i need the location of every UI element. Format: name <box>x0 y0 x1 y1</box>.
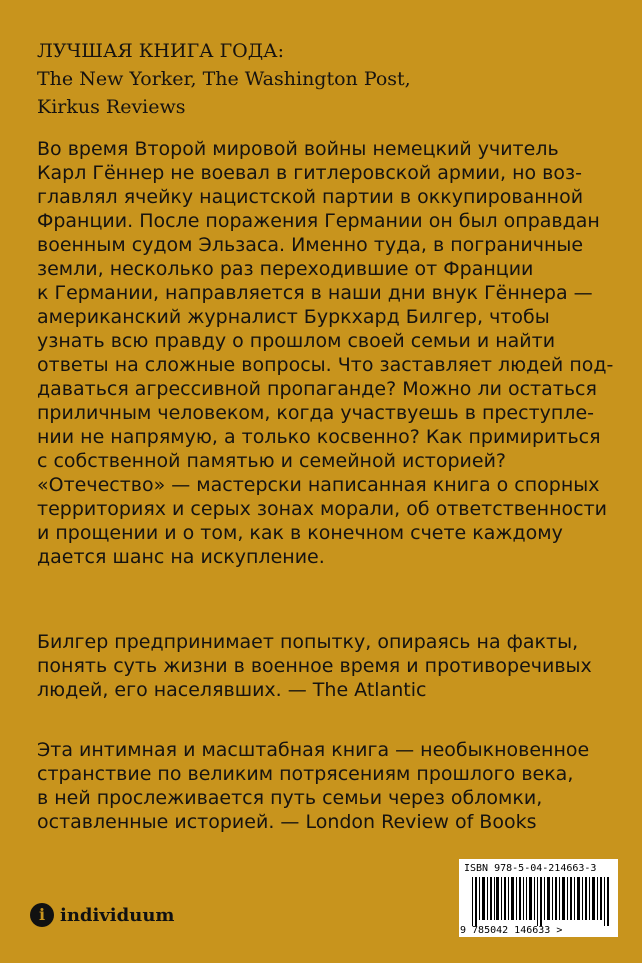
award-publications-line: Kirkus Reviews <box>37 96 186 118</box>
quote-line: людей, его населявших. — The Atlantic <box>37 679 427 701</box>
description-line: к Германии, направляется в наши дни внук Гённера — <box>37 282 593 304</box>
quote-line: странствие по великим потрясениям прошлого века, <box>37 763 574 785</box>
description-line: Во время Второй мировой войны немецкий учитель <box>37 138 559 160</box>
quote-line: в ней прослеживается путь семьи через обломки, <box>37 787 543 809</box>
description-line: и прощении и о том, как в конечном счете каждому <box>37 522 563 544</box>
publisher-logo <box>30 903 174 927</box>
review-quote-london-review <box>37 738 602 834</box>
award-publications-line: The New Yorker, The Washington Post, <box>37 68 411 90</box>
book-description <box>37 137 614 569</box>
description-line: территориях и серых зонах морали, об ответственности <box>37 498 607 520</box>
description-line: приличным человеком, когда участвуешь в преступле- <box>37 402 594 424</box>
quote-line: понять суть жизни в военное время и противоречивых <box>37 655 592 677</box>
description-line: «Отечество» — мастерски написанная книга о спорных <box>37 474 600 496</box>
description-line: американский журналист Буркхард Билгер, чтобы <box>37 306 550 328</box>
award-block <box>37 37 557 121</box>
quote-line: Эта интимная и масштабная книга — необыкновенное <box>37 739 590 761</box>
info-circle-icon: i <box>30 903 54 927</box>
description-line: дается шанс на искупление. <box>37 546 325 568</box>
isbn-text: ISBN 978-5-04-214663-3 <box>464 863 597 874</box>
barcode-icon <box>472 877 609 926</box>
description-line: военным судом Эльзаса. Именно туда, в пограничные <box>37 234 584 256</box>
description-line: Франции. После поражения Германии он был оправдан <box>37 210 600 232</box>
description-line: земли, несколько раз переходившие от Франции <box>37 258 534 280</box>
description-line: главлял ячейку нацистской партии в оккупированной <box>37 186 584 208</box>
description-line: Карл Гённер не воевал в гитлеровской армии, но воз- <box>37 162 582 184</box>
quote-line: Билгер предпринимает попытку, опираясь на факты, <box>37 631 579 653</box>
barcode-label <box>459 859 618 937</box>
description-line: нии не напрямую, а только косвенно? Как примириться <box>37 426 601 448</box>
award-title-line: ЛУЧШАЯ КНИГА ГОДА: <box>37 40 284 62</box>
barcode-number: 9 785042 146633 > <box>460 925 563 936</box>
review-quote-atlantic <box>37 630 602 702</box>
description-line: даваться агрессивной пропаганде? Можно ли остаться <box>37 378 597 400</box>
description-line: с собственной памятью и семейной историей? <box>37 450 507 472</box>
quote-line: оставленные историей. — London Review of Books <box>37 811 537 833</box>
publisher-name: individuum <box>60 904 175 926</box>
description-line: ответы на сложные вопросы. Что заставляет людей под- <box>37 354 614 376</box>
description-line: узнать всю правду о прошлом своей семьи и найти <box>37 330 556 352</box>
